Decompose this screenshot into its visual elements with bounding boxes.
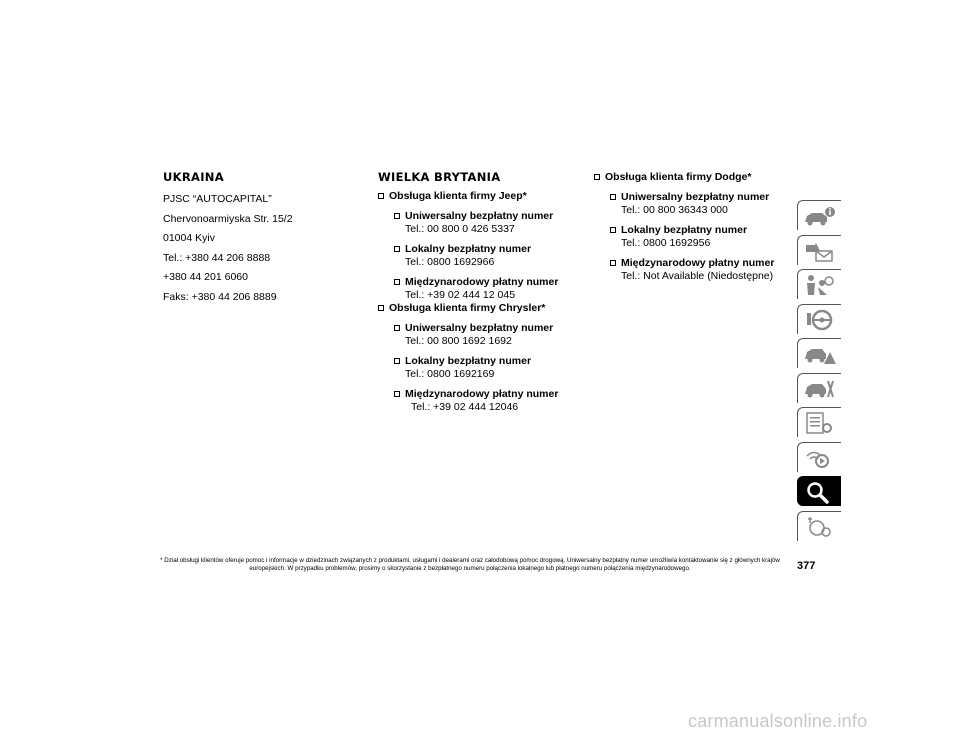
tab-specifications[interactable]	[797, 407, 841, 437]
phone-entry	[378, 243, 578, 269]
tab-languages[interactable]	[797, 511, 841, 541]
phone-label: Lokalny bezpłatny numer	[405, 243, 532, 255]
phone-entry	[378, 322, 578, 348]
phone-entry	[378, 388, 578, 414]
languages-icon	[802, 515, 836, 539]
phone-label: Międzynarodowy płatny numer	[405, 388, 559, 400]
chapter-tabs	[797, 200, 841, 545]
dodge-service-item	[594, 171, 794, 184]
checkbox-square-icon	[394, 246, 400, 252]
specifications-list-icon	[802, 411, 836, 435]
phone-number: Tel.: Not Available (Niedostępne)	[621, 270, 774, 282]
ukraina-heading: UKRAINA	[163, 170, 224, 184]
phone-entry	[594, 224, 794, 250]
phone-number: Tel.: +39 02 444 12 045	[405, 289, 516, 301]
tab-index[interactable]	[797, 476, 841, 506]
phone-entry	[378, 210, 578, 236]
phone-label: Uniwersalny bezpłatny numer	[405, 210, 554, 222]
checkbox-square-icon	[394, 279, 400, 285]
phone-number: Tel.: 0800 1692169	[405, 368, 495, 380]
phone-number: Tel.: 0800 1692966	[405, 256, 495, 268]
phone-number: Tel.: 0800 1692956	[621, 237, 711, 249]
checkbox-square-icon	[394, 391, 400, 397]
tab-starting-driving[interactable]	[797, 304, 841, 334]
phone-number: Tel.: 00 800 36343 000	[621, 204, 728, 216]
phone-entry	[594, 257, 794, 283]
seatbelt-airbag-icon	[802, 273, 836, 297]
checkbox-square-icon	[378, 193, 384, 199]
address-line: Chervonoarmiyska Str. 15/2	[163, 212, 293, 225]
service-title: Obsługa klienta firmy Chrysler*	[389, 302, 546, 314]
phone-label: Uniwersalny bezpłatny numer	[405, 322, 554, 334]
checkbox-square-icon	[394, 325, 400, 331]
tab-multimedia[interactable]	[797, 442, 841, 472]
phone-entry	[378, 355, 578, 381]
dodge-section	[594, 170, 794, 283]
phone-label: Lokalny bezpłatny numer	[621, 224, 748, 236]
search-icon	[802, 480, 836, 504]
phone-label: Międzynarodowy płatny numer	[405, 276, 559, 288]
ukraina-address	[163, 190, 363, 307]
checkbox-square-icon	[378, 305, 384, 311]
watermark: carmanualsonline.info	[688, 711, 868, 731]
service-title: Obsługa klienta firmy Jeep*	[389, 190, 527, 202]
phone-number: Tel.: 00 800 0 426 5337	[405, 223, 515, 235]
tab-emergency[interactable]	[797, 338, 841, 368]
service-title: Obsługa klienta firmy Dodge*	[605, 171, 752, 183]
car-tools-icon	[802, 377, 836, 401]
tab-warnings[interactable]	[797, 235, 841, 265]
tab-servicing[interactable]	[797, 373, 841, 403]
tab-car-info[interactable]	[797, 200, 841, 230]
address-line: 01004 Kyiv	[163, 232, 215, 244]
address-line: +380 44 201 6060	[163, 271, 248, 283]
phone-label: Lokalny bezpłatny numer	[405, 355, 532, 367]
car-info-icon	[802, 204, 836, 228]
page-number: 377	[797, 560, 816, 572]
address-line: Tel.: +380 44 206 8888	[163, 251, 271, 264]
phone-entry	[378, 276, 578, 302]
tab-safety[interactable]	[797, 269, 841, 299]
checkbox-square-icon	[594, 174, 600, 180]
jeep-service-item	[378, 190, 578, 203]
checkbox-square-icon	[394, 213, 400, 219]
address-line: PJSC “AUTOCAPITAL”	[163, 193, 272, 205]
multimedia-icon	[802, 446, 836, 470]
phone-entry	[594, 191, 794, 217]
uk-heading: WIELKA BRYTANIA	[378, 170, 501, 184]
checkbox-square-icon	[394, 358, 400, 364]
phone-label: Uniwersalny bezpłatny numer	[621, 191, 770, 203]
uk-section	[378, 170, 578, 414]
footnote: * Dział obsługi klientów oferuje pomoc i informacje w dziedzinach związanych z produktami, usługami i dealerami oraz całodobową pomoc drogową. Uniwersalny bezpłatny numer umożliwia kontaktowanie się z głównych krajów europejskich. W przypadku problemów, prosimy o skorzystanie z bezpłatnego numeru połączenia lokalnego lub płatnego numeru połączenia międzynarodowego.	[160, 557, 780, 572]
address-line: Faks: +380 44 206 8889	[163, 290, 277, 303]
steering-wheel-icon	[802, 308, 836, 332]
car-warning-icon	[802, 342, 836, 366]
checkbox-square-icon	[610, 227, 616, 233]
phone-label: Międzynarodowy płatny numer	[621, 257, 775, 269]
phone-number: Tel.: +39 02 444 12046	[411, 401, 519, 413]
chrysler-service-item	[378, 302, 578, 315]
checkbox-square-icon	[610, 194, 616, 200]
ukraina-section	[163, 170, 363, 307]
phone-number: Tel.: 00 800 1692 1692	[405, 335, 512, 347]
checkbox-square-icon	[610, 260, 616, 266]
envelope-warning-icon	[802, 239, 836, 263]
